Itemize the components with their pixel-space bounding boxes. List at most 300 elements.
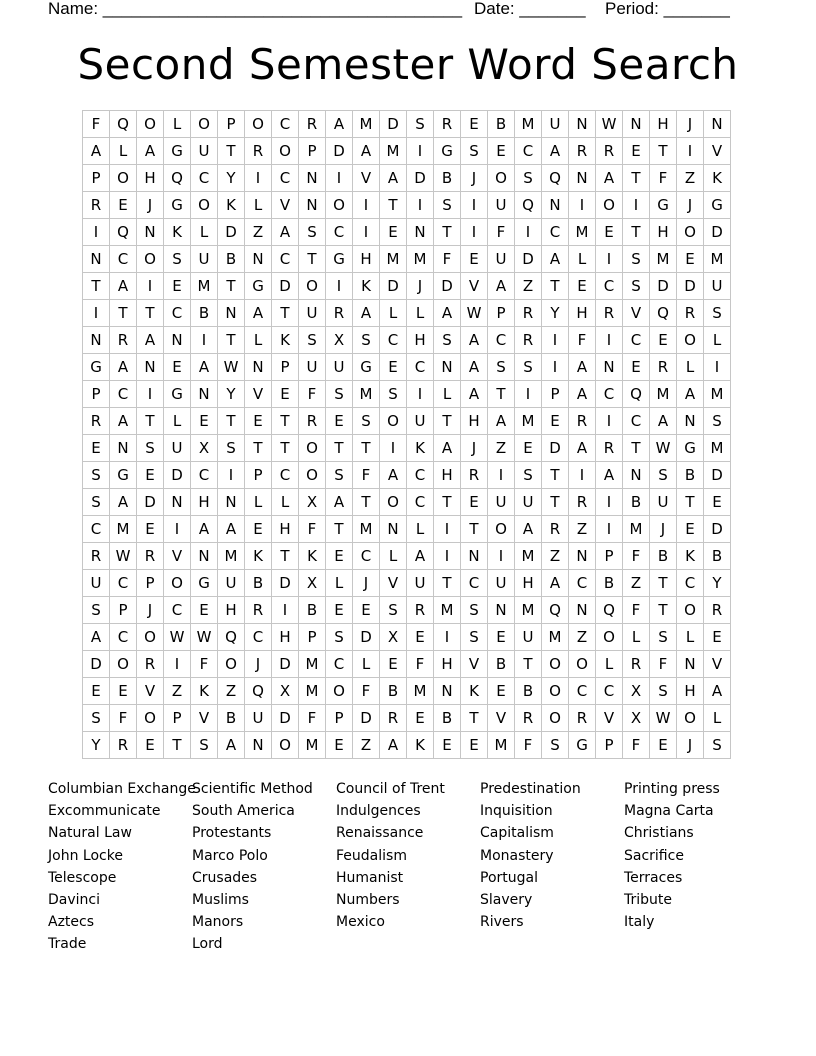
grid-cell[interactable]: A bbox=[461, 327, 488, 354]
grid-cell[interactable]: O bbox=[299, 273, 326, 300]
grid-cell[interactable]: I bbox=[407, 138, 434, 165]
grid-cell[interactable]: R bbox=[569, 705, 596, 732]
grid-cell[interactable]: Y bbox=[218, 381, 245, 408]
grid-cell[interactable]: A bbox=[461, 381, 488, 408]
grid-cell[interactable]: D bbox=[704, 462, 731, 489]
grid-cell[interactable]: E bbox=[83, 678, 110, 705]
grid-cell[interactable]: S bbox=[380, 381, 407, 408]
grid-cell[interactable]: P bbox=[272, 354, 299, 381]
grid-cell[interactable]: H bbox=[353, 246, 380, 273]
grid-cell[interactable]: R bbox=[569, 408, 596, 435]
grid-cell[interactable]: N bbox=[245, 354, 272, 381]
grid-cell[interactable]: E bbox=[137, 516, 164, 543]
grid-cell[interactable]: T bbox=[299, 246, 326, 273]
grid-cell[interactable]: U bbox=[164, 435, 191, 462]
grid-cell[interactable]: K bbox=[353, 273, 380, 300]
grid-cell[interactable]: R bbox=[245, 138, 272, 165]
grid-cell[interactable]: E bbox=[704, 489, 731, 516]
grid-cell[interactable]: V bbox=[704, 138, 731, 165]
grid-cell[interactable]: O bbox=[272, 732, 299, 759]
grid-cell[interactable]: B bbox=[245, 570, 272, 597]
grid-cell[interactable]: B bbox=[704, 543, 731, 570]
grid-cell[interactable]: C bbox=[488, 327, 515, 354]
grid-cell[interactable]: T bbox=[218, 327, 245, 354]
grid-cell[interactable]: S bbox=[650, 462, 677, 489]
grid-cell[interactable]: C bbox=[380, 327, 407, 354]
grid-cell[interactable]: E bbox=[380, 354, 407, 381]
grid-cell[interactable]: I bbox=[704, 354, 731, 381]
grid-cell[interactable]: S bbox=[704, 732, 731, 759]
grid-cell[interactable]: I bbox=[461, 192, 488, 219]
grid-cell[interactable]: S bbox=[434, 327, 461, 354]
grid-cell[interactable]: E bbox=[623, 138, 650, 165]
grid-cell[interactable]: C bbox=[326, 219, 353, 246]
grid-cell[interactable]: T bbox=[326, 516, 353, 543]
grid-cell[interactable]: Z bbox=[542, 543, 569, 570]
grid-cell[interactable]: V bbox=[704, 651, 731, 678]
grid-cell[interactable]: E bbox=[488, 678, 515, 705]
grid-cell[interactable]: C bbox=[83, 516, 110, 543]
grid-cell[interactable]: A bbox=[677, 381, 704, 408]
grid-cell[interactable]: Y bbox=[83, 732, 110, 759]
grid-cell[interactable]: N bbox=[569, 165, 596, 192]
grid-cell[interactable]: M bbox=[353, 111, 380, 138]
grid-cell[interactable]: A bbox=[83, 138, 110, 165]
grid-cell[interactable]: R bbox=[569, 138, 596, 165]
grid-cell[interactable]: Q bbox=[164, 165, 191, 192]
grid-cell[interactable]: P bbox=[83, 165, 110, 192]
grid-cell[interactable]: N bbox=[488, 597, 515, 624]
grid-cell[interactable]: R bbox=[299, 111, 326, 138]
grid-cell[interactable]: L bbox=[272, 489, 299, 516]
grid-cell[interactable]: I bbox=[83, 300, 110, 327]
grid-cell[interactable]: W bbox=[650, 705, 677, 732]
grid-cell[interactable]: O bbox=[326, 678, 353, 705]
grid-cell[interactable]: A bbox=[488, 408, 515, 435]
grid-cell[interactable]: M bbox=[623, 516, 650, 543]
grid-cell[interactable]: A bbox=[110, 273, 137, 300]
grid-cell[interactable]: A bbox=[542, 138, 569, 165]
grid-cell[interactable]: C bbox=[407, 489, 434, 516]
grid-cell[interactable]: N bbox=[677, 408, 704, 435]
grid-cell[interactable]: H bbox=[272, 516, 299, 543]
grid-cell[interactable]: A bbox=[542, 246, 569, 273]
grid-cell[interactable]: A bbox=[704, 678, 731, 705]
grid-cell[interactable]: F bbox=[488, 219, 515, 246]
grid-cell[interactable]: O bbox=[299, 462, 326, 489]
grid-cell[interactable]: T bbox=[650, 570, 677, 597]
grid-cell[interactable]: R bbox=[542, 516, 569, 543]
grid-cell[interactable]: V bbox=[191, 705, 218, 732]
grid-cell[interactable]: T bbox=[542, 462, 569, 489]
grid-cell[interactable]: L bbox=[677, 624, 704, 651]
grid-cell[interactable]: I bbox=[164, 651, 191, 678]
grid-cell[interactable]: E bbox=[704, 624, 731, 651]
grid-cell[interactable]: L bbox=[596, 651, 623, 678]
grid-cell[interactable]: L bbox=[380, 300, 407, 327]
grid-cell[interactable]: F bbox=[191, 651, 218, 678]
grid-cell[interactable]: V bbox=[380, 570, 407, 597]
grid-cell[interactable]: R bbox=[83, 543, 110, 570]
grid-cell[interactable]: G bbox=[569, 732, 596, 759]
grid-cell[interactable]: D bbox=[704, 219, 731, 246]
grid-cell[interactable]: A bbox=[110, 354, 137, 381]
grid-cell[interactable]: S bbox=[650, 678, 677, 705]
grid-cell[interactable]: W bbox=[191, 624, 218, 651]
grid-cell[interactable]: I bbox=[245, 165, 272, 192]
grid-cell[interactable]: V bbox=[272, 192, 299, 219]
grid-cell[interactable]: S bbox=[515, 354, 542, 381]
grid-cell[interactable]: C bbox=[326, 651, 353, 678]
grid-cell[interactable]: A bbox=[434, 300, 461, 327]
grid-cell[interactable]: Y bbox=[704, 570, 731, 597]
grid-cell[interactable]: Z bbox=[623, 570, 650, 597]
grid-cell[interactable]: D bbox=[380, 111, 407, 138]
grid-cell[interactable]: E bbox=[677, 246, 704, 273]
grid-cell[interactable]: I bbox=[434, 516, 461, 543]
grid-cell[interactable]: O bbox=[137, 111, 164, 138]
grid-cell[interactable]: D bbox=[677, 273, 704, 300]
grid-cell[interactable]: N bbox=[218, 300, 245, 327]
grid-cell[interactable]: R bbox=[407, 597, 434, 624]
grid-cell[interactable]: T bbox=[218, 273, 245, 300]
grid-cell[interactable]: N bbox=[245, 732, 272, 759]
grid-cell[interactable]: S bbox=[137, 435, 164, 462]
grid-cell[interactable]: R bbox=[245, 597, 272, 624]
grid-cell[interactable]: O bbox=[542, 678, 569, 705]
grid-cell[interactable]: J bbox=[137, 597, 164, 624]
grid-cell[interactable]: A bbox=[83, 624, 110, 651]
grid-cell[interactable]: T bbox=[110, 300, 137, 327]
grid-cell[interactable]: D bbox=[353, 705, 380, 732]
grid-cell[interactable]: N bbox=[164, 327, 191, 354]
grid-cell[interactable]: E bbox=[353, 597, 380, 624]
grid-cell[interactable]: U bbox=[488, 192, 515, 219]
grid-cell[interactable]: R bbox=[326, 300, 353, 327]
grid-cell[interactable]: P bbox=[83, 381, 110, 408]
grid-cell[interactable]: V bbox=[137, 678, 164, 705]
grid-cell[interactable]: V bbox=[245, 381, 272, 408]
grid-cell[interactable]: E bbox=[326, 543, 353, 570]
grid-cell[interactable]: Z bbox=[569, 624, 596, 651]
grid-cell[interactable]: F bbox=[434, 246, 461, 273]
grid-cell[interactable]: X bbox=[380, 624, 407, 651]
grid-cell[interactable]: O bbox=[245, 111, 272, 138]
grid-cell[interactable]: E bbox=[488, 138, 515, 165]
grid-cell[interactable]: T bbox=[461, 705, 488, 732]
grid-cell[interactable]: T bbox=[83, 273, 110, 300]
grid-cell[interactable]: E bbox=[461, 246, 488, 273]
grid-cell[interactable]: J bbox=[677, 111, 704, 138]
grid-cell[interactable]: T bbox=[380, 192, 407, 219]
grid-cell[interactable]: U bbox=[407, 570, 434, 597]
grid-cell[interactable]: T bbox=[623, 435, 650, 462]
grid-cell[interactable]: J bbox=[677, 732, 704, 759]
grid-cell[interactable]: A bbox=[110, 489, 137, 516]
grid-cell[interactable]: B bbox=[677, 462, 704, 489]
grid-cell[interactable]: R bbox=[704, 597, 731, 624]
grid-cell[interactable]: O bbox=[218, 651, 245, 678]
grid-cell[interactable]: I bbox=[569, 462, 596, 489]
grid-cell[interactable]: E bbox=[326, 597, 353, 624]
name-field[interactable]: Name: ______________________________________ bbox=[48, 0, 463, 18]
grid-cell[interactable]: Z bbox=[515, 273, 542, 300]
grid-cell[interactable]: E bbox=[407, 705, 434, 732]
grid-cell[interactable]: A bbox=[596, 165, 623, 192]
grid-cell[interactable]: Q bbox=[110, 219, 137, 246]
grid-cell[interactable]: H bbox=[650, 111, 677, 138]
grid-cell[interactable]: V bbox=[461, 273, 488, 300]
grid-cell[interactable]: B bbox=[623, 489, 650, 516]
grid-cell[interactable]: S bbox=[380, 597, 407, 624]
grid-cell[interactable]: S bbox=[542, 732, 569, 759]
grid-cell[interactable]: G bbox=[191, 570, 218, 597]
grid-cell[interactable]: U bbox=[515, 624, 542, 651]
grid-cell[interactable]: G bbox=[164, 381, 191, 408]
grid-cell[interactable]: S bbox=[407, 111, 434, 138]
grid-cell[interactable]: O bbox=[137, 624, 164, 651]
grid-cell[interactable]: M bbox=[650, 246, 677, 273]
grid-cell[interactable]: E bbox=[245, 408, 272, 435]
grid-cell[interactable]: S bbox=[434, 192, 461, 219]
grid-cell[interactable]: S bbox=[218, 435, 245, 462]
grid-cell[interactable]: F bbox=[353, 462, 380, 489]
grid-cell[interactable]: S bbox=[488, 354, 515, 381]
grid-cell[interactable]: O bbox=[488, 516, 515, 543]
grid-cell[interactable]: C bbox=[272, 111, 299, 138]
grid-cell[interactable]: S bbox=[83, 705, 110, 732]
grid-cell[interactable]: N bbox=[164, 489, 191, 516]
grid-cell[interactable]: S bbox=[623, 273, 650, 300]
grid-cell[interactable]: S bbox=[515, 462, 542, 489]
grid-cell[interactable]: O bbox=[542, 651, 569, 678]
grid-cell[interactable]: D bbox=[272, 273, 299, 300]
grid-cell[interactable]: S bbox=[83, 489, 110, 516]
grid-cell[interactable]: P bbox=[596, 732, 623, 759]
grid-cell[interactable]: K bbox=[407, 732, 434, 759]
grid-cell[interactable]: M bbox=[380, 138, 407, 165]
grid-cell[interactable]: F bbox=[83, 111, 110, 138]
grid-cell[interactable]: K bbox=[461, 678, 488, 705]
grid-cell[interactable]: G bbox=[326, 246, 353, 273]
grid-cell[interactable]: R bbox=[677, 300, 704, 327]
grid-cell[interactable]: O bbox=[380, 408, 407, 435]
grid-cell[interactable]: H bbox=[677, 678, 704, 705]
grid-cell[interactable]: L bbox=[245, 192, 272, 219]
grid-cell[interactable]: T bbox=[353, 435, 380, 462]
grid-cell[interactable]: X bbox=[272, 678, 299, 705]
grid-cell[interactable]: D bbox=[515, 246, 542, 273]
grid-cell[interactable]: I bbox=[191, 327, 218, 354]
grid-cell[interactable]: G bbox=[353, 354, 380, 381]
grid-cell[interactable]: P bbox=[299, 138, 326, 165]
grid-cell[interactable]: L bbox=[245, 327, 272, 354]
grid-cell[interactable]: I bbox=[272, 597, 299, 624]
grid-cell[interactable]: S bbox=[704, 300, 731, 327]
grid-cell[interactable]: O bbox=[677, 597, 704, 624]
grid-cell[interactable]: W bbox=[596, 111, 623, 138]
grid-cell[interactable]: U bbox=[245, 705, 272, 732]
grid-cell[interactable]: L bbox=[326, 570, 353, 597]
grid-cell[interactable]: F bbox=[569, 327, 596, 354]
grid-cell[interactable]: M bbox=[191, 273, 218, 300]
grid-cell[interactable]: N bbox=[191, 381, 218, 408]
grid-cell[interactable]: V bbox=[353, 165, 380, 192]
grid-cell[interactable]: C bbox=[272, 165, 299, 192]
grid-cell[interactable]: L bbox=[110, 138, 137, 165]
grid-cell[interactable]: N bbox=[218, 489, 245, 516]
grid-cell[interactable]: J bbox=[461, 165, 488, 192]
grid-cell[interactable]: P bbox=[245, 462, 272, 489]
grid-cell[interactable]: P bbox=[596, 543, 623, 570]
grid-cell[interactable]: C bbox=[164, 597, 191, 624]
grid-cell[interactable]: E bbox=[326, 408, 353, 435]
grid-cell[interactable]: N bbox=[434, 678, 461, 705]
grid-cell[interactable]: J bbox=[461, 435, 488, 462]
grid-cell[interactable]: O bbox=[380, 489, 407, 516]
grid-cell[interactable]: M bbox=[299, 732, 326, 759]
grid-cell[interactable]: V bbox=[164, 543, 191, 570]
grid-cell[interactable]: H bbox=[434, 651, 461, 678]
grid-cell[interactable]: C bbox=[596, 273, 623, 300]
grid-cell[interactable]: H bbox=[461, 408, 488, 435]
grid-cell[interactable]: C bbox=[596, 381, 623, 408]
grid-cell[interactable]: K bbox=[245, 543, 272, 570]
grid-cell[interactable]: T bbox=[488, 381, 515, 408]
grid-cell[interactable]: T bbox=[272, 408, 299, 435]
grid-cell[interactable]: X bbox=[191, 435, 218, 462]
grid-cell[interactable]: N bbox=[83, 246, 110, 273]
grid-cell[interactable]: F bbox=[299, 705, 326, 732]
grid-cell[interactable]: A bbox=[569, 354, 596, 381]
grid-cell[interactable]: N bbox=[299, 165, 326, 192]
grid-cell[interactable]: N bbox=[596, 354, 623, 381]
grid-cell[interactable]: D bbox=[407, 165, 434, 192]
grid-cell[interactable]: S bbox=[623, 246, 650, 273]
grid-cell[interactable]: A bbox=[380, 732, 407, 759]
grid-cell[interactable]: R bbox=[623, 651, 650, 678]
grid-cell[interactable]: B bbox=[434, 165, 461, 192]
grid-cell[interactable]: R bbox=[650, 354, 677, 381]
grid-cell[interactable]: O bbox=[488, 165, 515, 192]
grid-cell[interactable]: J bbox=[650, 516, 677, 543]
grid-cell[interactable]: I bbox=[596, 489, 623, 516]
grid-cell[interactable]: N bbox=[299, 192, 326, 219]
grid-cell[interactable]: E bbox=[515, 435, 542, 462]
grid-cell[interactable]: L bbox=[704, 705, 731, 732]
grid-cell[interactable]: B bbox=[218, 246, 245, 273]
grid-cell[interactable]: T bbox=[218, 408, 245, 435]
grid-cell[interactable]: U bbox=[488, 489, 515, 516]
grid-cell[interactable]: O bbox=[272, 138, 299, 165]
grid-cell[interactable]: Z bbox=[164, 678, 191, 705]
grid-cell[interactable]: G bbox=[164, 192, 191, 219]
grid-cell[interactable]: T bbox=[137, 300, 164, 327]
grid-cell[interactable]: R bbox=[596, 138, 623, 165]
grid-cell[interactable]: I bbox=[488, 462, 515, 489]
grid-cell[interactable]: L bbox=[191, 219, 218, 246]
grid-cell[interactable]: I bbox=[677, 138, 704, 165]
grid-cell[interactable]: A bbox=[407, 543, 434, 570]
grid-cell[interactable]: B bbox=[596, 570, 623, 597]
grid-cell[interactable]: C bbox=[191, 165, 218, 192]
grid-cell[interactable]: D bbox=[326, 138, 353, 165]
grid-cell[interactable]: D bbox=[542, 435, 569, 462]
grid-cell[interactable]: T bbox=[461, 516, 488, 543]
grid-cell[interactable]: I bbox=[569, 192, 596, 219]
grid-cell[interactable]: U bbox=[299, 300, 326, 327]
grid-cell[interactable]: A bbox=[515, 516, 542, 543]
grid-cell[interactable]: B bbox=[191, 300, 218, 327]
grid-cell[interactable]: P bbox=[299, 624, 326, 651]
grid-cell[interactable]: O bbox=[677, 705, 704, 732]
grid-cell[interactable]: C bbox=[515, 138, 542, 165]
grid-cell[interactable]: H bbox=[137, 165, 164, 192]
grid-cell[interactable]: I bbox=[83, 219, 110, 246]
grid-cell[interactable]: K bbox=[704, 165, 731, 192]
grid-cell[interactable]: D bbox=[272, 705, 299, 732]
grid-cell[interactable]: M bbox=[488, 732, 515, 759]
grid-cell[interactable]: Q bbox=[245, 678, 272, 705]
grid-cell[interactable]: S bbox=[83, 462, 110, 489]
grid-cell[interactable]: O bbox=[110, 165, 137, 192]
grid-cell[interactable]: C bbox=[245, 624, 272, 651]
grid-cell[interactable]: O bbox=[326, 192, 353, 219]
grid-cell[interactable]: B bbox=[218, 705, 245, 732]
grid-cell[interactable]: G bbox=[164, 138, 191, 165]
grid-cell[interactable]: I bbox=[407, 192, 434, 219]
grid-cell[interactable]: E bbox=[677, 516, 704, 543]
grid-cell[interactable]: E bbox=[542, 408, 569, 435]
grid-cell[interactable]: M bbox=[704, 381, 731, 408]
grid-cell[interactable]: K bbox=[218, 192, 245, 219]
grid-cell[interactable]: R bbox=[515, 705, 542, 732]
grid-cell[interactable]: M bbox=[569, 219, 596, 246]
grid-cell[interactable]: J bbox=[353, 570, 380, 597]
grid-cell[interactable]: P bbox=[326, 705, 353, 732]
grid-cell[interactable]: E bbox=[461, 732, 488, 759]
grid-cell[interactable]: I bbox=[623, 192, 650, 219]
grid-cell[interactable]: A bbox=[218, 732, 245, 759]
grid-cell[interactable]: F bbox=[650, 165, 677, 192]
grid-cell[interactable]: N bbox=[623, 111, 650, 138]
grid-cell[interactable]: S bbox=[326, 381, 353, 408]
grid-cell[interactable]: P bbox=[137, 570, 164, 597]
grid-cell[interactable]: D bbox=[380, 273, 407, 300]
grid-cell[interactable]: T bbox=[434, 489, 461, 516]
grid-cell[interactable]: P bbox=[542, 381, 569, 408]
grid-cell[interactable]: D bbox=[272, 570, 299, 597]
grid-cell[interactable]: C bbox=[461, 570, 488, 597]
grid-cell[interactable]: M bbox=[515, 597, 542, 624]
grid-cell[interactable]: I bbox=[596, 246, 623, 273]
grid-cell[interactable]: T bbox=[272, 543, 299, 570]
grid-cell[interactable]: R bbox=[83, 408, 110, 435]
grid-cell[interactable]: G bbox=[110, 462, 137, 489]
grid-cell[interactable]: F bbox=[623, 543, 650, 570]
grid-cell[interactable]: I bbox=[353, 219, 380, 246]
grid-cell[interactable]: N bbox=[110, 435, 137, 462]
grid-cell[interactable]: A bbox=[218, 516, 245, 543]
grid-cell[interactable]: Q bbox=[596, 597, 623, 624]
grid-cell[interactable]: E bbox=[245, 516, 272, 543]
grid-cell[interactable]: C bbox=[272, 246, 299, 273]
grid-cell[interactable]: C bbox=[272, 462, 299, 489]
grid-cell[interactable]: V bbox=[596, 705, 623, 732]
grid-cell[interactable]: M bbox=[353, 516, 380, 543]
grid-cell[interactable]: L bbox=[407, 300, 434, 327]
grid-cell[interactable]: T bbox=[272, 300, 299, 327]
